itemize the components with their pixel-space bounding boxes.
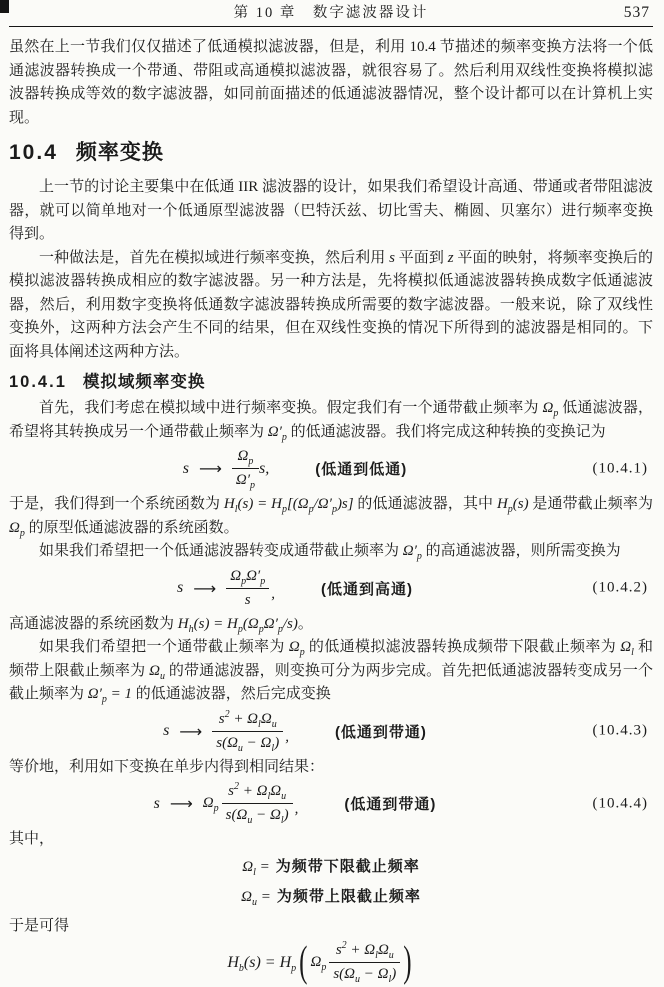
equation-body: [154, 781, 437, 826]
eq-suffix: s,: [259, 459, 270, 477]
equation-number: (10.4.1): [592, 460, 648, 476]
omega-upper-text: 为频带上限截止频率: [276, 887, 421, 905]
eq-suffix: ,: [285, 728, 289, 745]
equation-body: [183, 446, 408, 491]
definition-omega-upper: [9, 885, 653, 909]
fraction-denominator: $s(\Omega_u - \Omega_l)$: [225, 807, 289, 826]
paragraph-highpass-result: 高通滤波器的系统函数为 $H_h(s) = H_p(\Omega_p\Omega'_p/s)$。: [9, 615, 313, 635]
omega-lower-symbol: $\Omega_l$ =: [242, 858, 270, 878]
close-paren: ): [403, 938, 412, 986]
page-header: [9, 4, 653, 22]
eq-prefix-omega-p: $\Omega_p$: [310, 954, 327, 973]
equation-number: (10.4.4): [592, 795, 648, 811]
eq-variable-s: s: [153, 794, 160, 812]
paragraph-overview: 上一节的讨论主要集中在低通 IIR 滤波器的设计，如果我们希望设计高通、带通或者带阻滤波器，就可以简单地对一个低通原型滤波器（巴特沃兹、切比雪夫、椭圆、贝塞尔）进行频率变换得到。: [9, 179, 653, 242]
equation-10-4-4: [9, 781, 653, 826]
fraction-numerator: $s^2 + \Omega_l\Omega_u$: [329, 940, 400, 963]
chapter-title: 第 10 章 数字滤波器设计: [233, 5, 429, 21]
equation-10-4-1: [9, 446, 653, 491]
fraction: [232, 446, 259, 491]
equation-number: (10.4.2): [592, 579, 648, 596]
paragraph-thus: 于是可得: [9, 917, 70, 934]
eq-annotation: (低通到带通): [334, 723, 427, 741]
eq-suffix: ,: [294, 801, 299, 817]
eq-variable-s: s: [182, 459, 189, 477]
eq-variable-s: s: [177, 579, 184, 596]
hb-lhs: $H_b(s) = H_p$: [227, 953, 297, 974]
paragraph-where: 其中，: [9, 831, 55, 847]
fraction: [222, 781, 293, 826]
fraction-numerator: $s^2 + \Omega_l\Omega_u$: [212, 709, 283, 732]
equation-hb: [9, 940, 653, 985]
paragraph-system-function: 于是，我们得到一个系统函数为 $H_l(s) = H_p[(\Omega_p/\Omega'_p)s]$ 的低通滤波器，其中 $H_p(s)$ 是通带截止频率为 $\Omega_p$ 的原型低通滤波器的系统函数。: [9, 496, 653, 539]
fraction: [212, 709, 283, 754]
equation-body: [177, 566, 413, 611]
subsection-heading: [9, 371, 653, 393]
equation-number: (10.4.3): [592, 722, 648, 739]
equation-body: [227, 940, 414, 985]
long-right-arrow: ⟶: [169, 794, 193, 813]
paragraph-highpass-intro: 如果我们希望把一个低通滤波器转变成通带截止频率为 $\Omega'_p$ 的高通滤波器，则所需变换为: [39, 543, 621, 562]
fraction-numerator: $\Omega_p\Omega'_p$: [226, 566, 269, 589]
equation-10-4-2: [9, 566, 653, 611]
paragraph-lowpass-setup: 首先，我们考虑在模拟域中进行频率变换。假定我们有一个通带截止频率为 $\Omega_p$ 低通滤波器，希望将其转换成另一个通带截止频率为 $\Omega'_p$ 的低通滤波器。我们将完成这种转换的变换记为: [9, 400, 653, 443]
long-right-arrow: ⟶: [198, 459, 222, 478]
header-rule: [9, 26, 653, 27]
subsection-title: 模拟域频率变换: [82, 373, 206, 391]
open-paren: (: [299, 938, 308, 986]
eq-annotation: (低通到高通): [320, 580, 413, 598]
page-number: 537: [623, 4, 650, 21]
fraction-denominator: $\Omega'_p$: [235, 472, 256, 491]
fraction-denominator: $s(\Omega_u - \Omega_l)$: [333, 966, 397, 985]
paragraph-two-methods: 一种做法是，首先在模拟域进行频率变换，然后利用 s 平面到 z 平面的映射，将频率变换后的模拟滤波器转换成相应的数字滤波器。另一种方法是，先将模拟低通滤波器转换成数字低通滤波器，然后，利用数字变换将低通数字滤波器转换成所需要的数字滤波器。一般来说，除了双线性变换外，这两种方法会产生不同的结果，但在双线性变换的情况下所得到的滤波器是相同的。下面将具体阐述这两种方法。: [9, 249, 653, 360]
omega-lower-text: 为频带下限截止频率: [275, 857, 420, 875]
long-right-arrow: ⟶: [193, 578, 217, 598]
equation-body: [163, 709, 427, 754]
paragraph-bandpass-intro: 如果我们希望把一个通带截止频率为 $\Omega_p$ 的低通模拟滤波器转换成频带下限截止频率为 $\Omega_l$ 和频带上限截止频率为 $\Omega_u$ 的带通滤波器，则变换可分为两步完成。首先把低通滤波器转变成另一个截止频率为 $\Omega'_p = 1$ 的低通滤波器，然后完成变换: [9, 639, 653, 705]
fraction: [226, 566, 269, 611]
intro-paragraph: 虽然在上一节我们仅仅描述了低通模拟滤波器，但是，利用 10.4 节描述的频率变换方法将一个低通滤波器转换成一个带通、带阻或高通模拟滤波器，就很容易了。然后利用双线性变换将模拟滤波器转换成等效的数字滤波器，如同前面描述的低通滤波器情况，整个设计都可以在计算机上实现。: [9, 39, 653, 126]
long-right-arrow: ⟶: [179, 721, 203, 741]
definition-omega-lower: [9, 855, 653, 879]
equation-10-4-3: [9, 709, 653, 754]
fraction-numerator: $\Omega_p$: [232, 446, 259, 469]
section-title: 频率变换: [75, 141, 164, 164]
subsection-number: 10.4.1: [9, 373, 67, 391]
paragraph-equivalently: 等价地，利用如下变换在单步内得到相同结果：: [9, 758, 325, 775]
fraction-denominator: $s(\Omega_u - \Omega_l)$: [216, 734, 280, 754]
section-heading: [9, 140, 653, 166]
eq-prefix-omega-p: $\Omega_p$: [202, 795, 219, 814]
eq-annotation: (低通到低通): [315, 461, 408, 478]
fraction-numerator: $s^2 + \Omega_l\Omega_u$: [222, 781, 293, 804]
eq-suffix: ,: [271, 585, 275, 602]
scan-artifact: [0, 0, 9, 13]
fraction-denominator: s: [244, 591, 251, 608]
eq-annotation: (低通到带通): [344, 796, 437, 813]
fraction: [329, 940, 400, 985]
section-number: 10.4: [9, 141, 58, 164]
eq-variable-s: s: [163, 722, 170, 739]
omega-upper-symbol: $\Omega_u$ =: [241, 888, 271, 908]
